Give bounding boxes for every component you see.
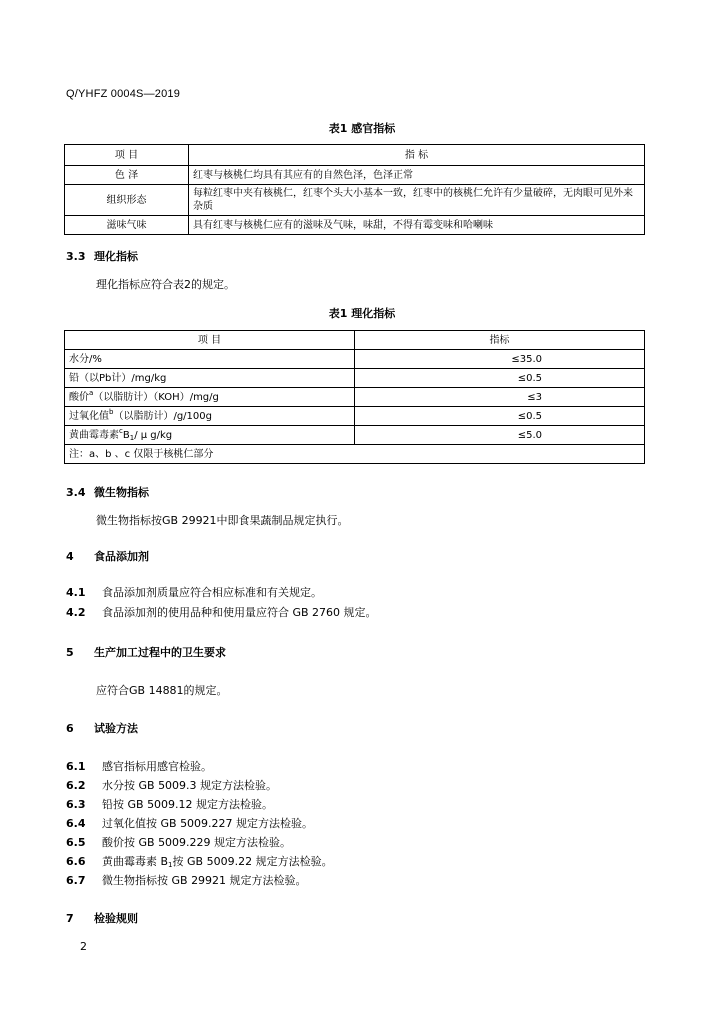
table-header-row [65,145,645,166]
item-number: 6.6 [66,855,86,868]
subscript: 1 [129,433,135,442]
item-text: 黄曲霉毒素 B [102,855,169,868]
item-text: 感官指标用感官检验。 [102,760,212,773]
item-text: 食品添加剂质量应符合相应标准和有关规定。 [102,586,322,599]
table-row [65,185,645,216]
section-number: 5 [66,646,74,659]
section-6-heading [66,720,138,736]
row-item: 滋味气味 [65,216,189,235]
list-item [66,872,307,888]
table-row [65,388,645,407]
section-3-4-paragraph: 微生物指标按GB 29921中即食果蔬制品规定执行。 [96,514,349,527]
table2-title: 表1 理化指标 [328,307,396,320]
row-item: 水分/% [65,350,355,369]
item-text: 黄曲霉毒素 [69,429,119,441]
physicochemical-table [64,330,645,464]
section-title: 理化指标 [94,250,138,263]
section-number: 3.3 [66,250,86,263]
table-row [65,166,645,185]
row-item: 铅（以Pb计）/mg/kg [65,369,355,388]
list-item [66,815,313,831]
item-number: 6.2 [66,779,86,792]
row-value: ≤0.5 [355,369,645,388]
footnote-mark: a [89,388,94,397]
list-item [66,796,273,812]
row-index: 具有红枣与核桃仁应有的滋味及气味，味甜，不得有霉变味和哈喇味 [189,216,645,235]
table1-title: 表1 感官指标 [328,122,396,135]
page-number: 2 [80,940,87,953]
item-number: 6.3 [66,798,86,811]
section-number: 4 [66,550,74,563]
header-item: 项 目 [65,331,355,350]
table-row [65,350,645,369]
row-item: 组织形态 [65,185,189,216]
section-4-heading [66,548,149,564]
item-text: / μ g/kg [134,429,173,441]
item-text: （以脂肪计）/g/100g [113,410,212,422]
item-text: 按 GB 5009.22 规定方法检验。 [172,855,333,868]
item-text: 食品添加剂的使用品种和使用量应符合 GB 2760 规定。 [102,606,377,619]
item-text: （以脂肪计）（KOH）/mg/g [93,391,219,403]
section-title: 试验方法 [94,722,138,735]
section-5-heading [66,644,226,660]
footnote-mark: c [119,426,123,435]
item-text: 酸价按 GB 5009.229 规定方法检验。 [102,836,292,849]
item-text: B [122,429,130,441]
row-value: ≤35.0 [355,350,645,369]
table-row [65,369,645,388]
row-index: 红枣与核桃仁均具有其应有的自然色泽，色泽正常 [189,166,645,185]
section-title: 检验规则 [94,912,138,925]
item-text: 过氧化值 [69,410,109,422]
table-note: 注：a、b 、c 仅限于核桃仁部分 [65,445,645,464]
section-5-paragraph: 应符合GB 14881的规定。 [96,684,228,697]
table-note-row [65,445,645,464]
row-item [65,407,355,426]
row-item [65,426,355,445]
item-number: 6.1 [66,760,86,773]
row-value: ≤3 [355,388,645,407]
table-row [65,216,645,235]
header-index: 指标 [355,331,645,350]
item-text: 水分按 GB 5009.3 规定方法检验。 [102,779,278,792]
header-index: 指 标 [189,145,645,166]
row-item [65,388,355,407]
footnote-mark: b [109,407,114,416]
section-number: 3.4 [66,486,86,499]
section-title: 食品添加剂 [94,550,149,563]
item-number: 6.5 [66,836,86,849]
section-number: 6 [66,722,74,735]
item-number: 4.2 [66,606,86,619]
table-header-row [65,331,645,350]
list-item [66,777,277,793]
header-item: 项 目 [65,145,189,166]
item-number: 6.7 [66,874,86,887]
item-number: 6.4 [66,817,86,830]
item-text: 微生物指标按 GB 29921 规定方法检验。 [102,874,307,887]
section-number: 7 [66,912,74,925]
subscript: 1 [168,861,173,869]
row-index: 每粒红枣中夹有核桃仁，红枣个头大小基本一致，红枣中的核桃仁允许有少量破碎，无肉眼可见外来杂质 [189,185,645,216]
item-text: 铅按 GB 5009.12 规定方法检验。 [102,798,274,811]
section-3-4-heading [66,484,149,500]
list-item [66,834,291,850]
item-text: 酸价 [69,391,89,403]
section-title: 生产加工过程中的卫生要求 [94,646,226,659]
table-row [65,407,645,426]
item-number: 4.1 [66,586,86,599]
standard-code: Q/YHFZ 0004S—2019 [66,88,181,100]
list-item [66,853,333,869]
list-item [66,758,212,774]
row-value: ≤5.0 [355,426,645,445]
row-value: ≤0.5 [355,407,645,426]
row-item: 色 泽 [65,166,189,185]
section-3-3-paragraph: 理化指标应符合表2的规定。 [96,278,235,291]
section-3-3-heading [66,248,138,264]
section-7-heading [66,910,138,926]
list-item [66,584,322,600]
item-text: 过氧化值按 GB 5009.227 规定方法检验。 [102,817,314,830]
list-item [66,604,377,620]
section-title: 微生物指标 [94,486,149,499]
table-row [65,426,645,445]
sensory-table [64,144,645,235]
